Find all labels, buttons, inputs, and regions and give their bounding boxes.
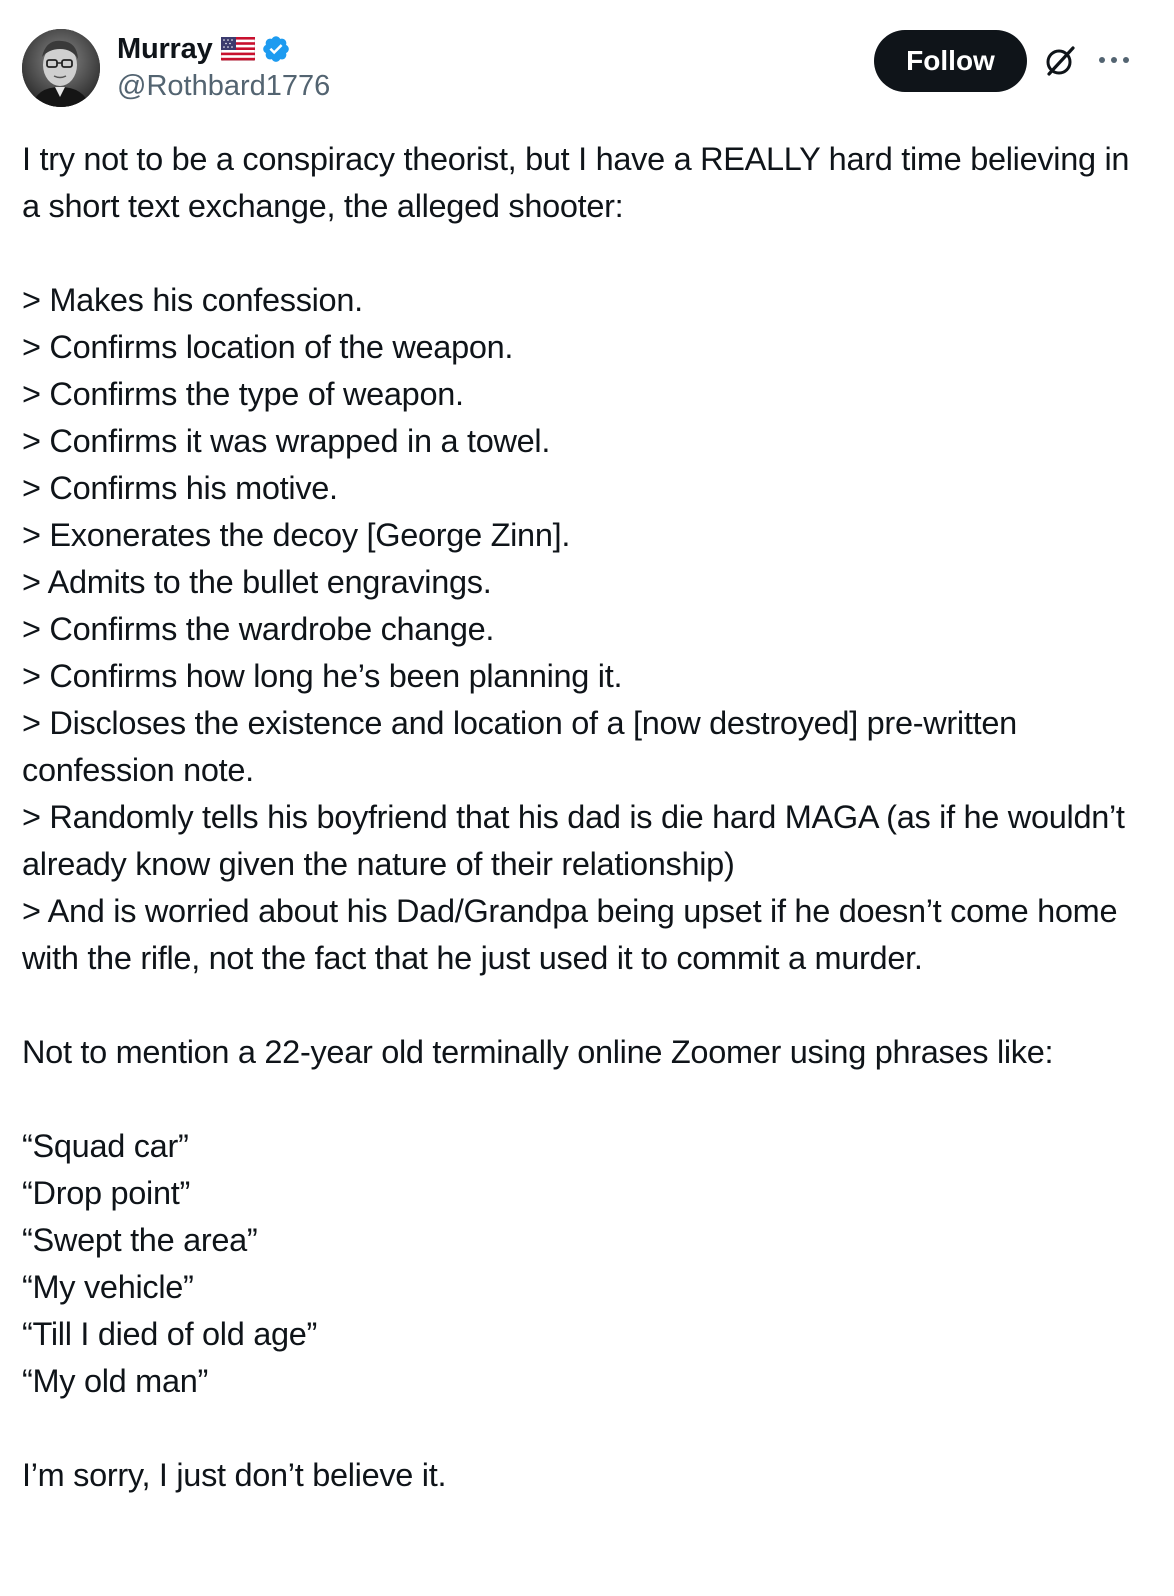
- verified-badge-icon[interactable]: [261, 34, 291, 64]
- avatar[interactable]: [22, 29, 100, 107]
- tweet-point: > Exonerates the decoy [George Zinn].: [22, 517, 571, 553]
- tweet-point: > Confirms the type of weapon.: [22, 376, 464, 412]
- paragraph-gap: [22, 230, 1152, 277]
- tweet-text: [22, 136, 1152, 1499]
- tweet-point: > Confirms his motive.: [22, 470, 338, 506]
- tweet-point: > Admits to the bullet engravings.: [22, 564, 492, 600]
- tweet-point: > Discloses the existence and location of a [now destroyed] pre-written confession note.: [22, 705, 1017, 788]
- tweet-point: > And is worried about his Dad/Grandpa being upset if he doesn’t come home with the rifle, not the fact that he just used it to commit a murder.: [22, 893, 1118, 976]
- tweet-phrase: “My old man”: [22, 1363, 209, 1399]
- grok-icon[interactable]: [1043, 44, 1077, 78]
- author-block: [117, 30, 330, 103]
- tweet-point: > Confirms the wardrobe change.: [22, 611, 495, 647]
- paragraph-gap: [22, 982, 1152, 1029]
- tweet-point: > Confirms location of the weapon.: [22, 329, 514, 365]
- tweet-header: [0, 0, 1174, 120]
- tweet-phrase: “Till I died of old age”: [22, 1316, 318, 1352]
- tweet-phrase: “Drop point”: [22, 1175, 190, 1211]
- handle[interactable]: @Rothbard1776: [117, 70, 331, 102]
- tweet-phrase: “Swept the area”: [22, 1222, 258, 1258]
- tweet-phrase: “My vehicle”: [22, 1269, 194, 1305]
- tweet-point: > Makes his confession.: [22, 282, 363, 318]
- display-name[interactable]: Murray: [117, 32, 213, 65]
- tweet-intro: I try not to be a conspiracy theorist, but I have a REALLY hard time believing in a short text exchange, the alleged shooter:: [22, 141, 1130, 224]
- name-row: [117, 30, 330, 68]
- follow-button[interactable]: Follow: [874, 30, 1027, 92]
- tweet-point: > Confirms it was wrapped in a towel.: [22, 423, 551, 459]
- more-icon[interactable]: [1096, 50, 1132, 70]
- tweet-closing: I’m sorry, I just don’t believe it.: [22, 1457, 447, 1493]
- tweet-mention: Not to mention a 22-year old terminally online Zoomer using phrases like:: [22, 1034, 1054, 1070]
- us-flag-icon: [221, 37, 255, 61]
- tweet-point: > Randomly tells his boyfriend that his dad is die hard MAGA (as if he wouldn’t already know given the nature of their relationship): [22, 799, 1125, 882]
- tweet-point: > Confirms how long he’s been planning it.: [22, 658, 623, 694]
- paragraph-gap: [22, 1076, 1152, 1123]
- paragraph-gap: [22, 1405, 1152, 1452]
- tweet-phrase: “Squad car”: [22, 1128, 189, 1164]
